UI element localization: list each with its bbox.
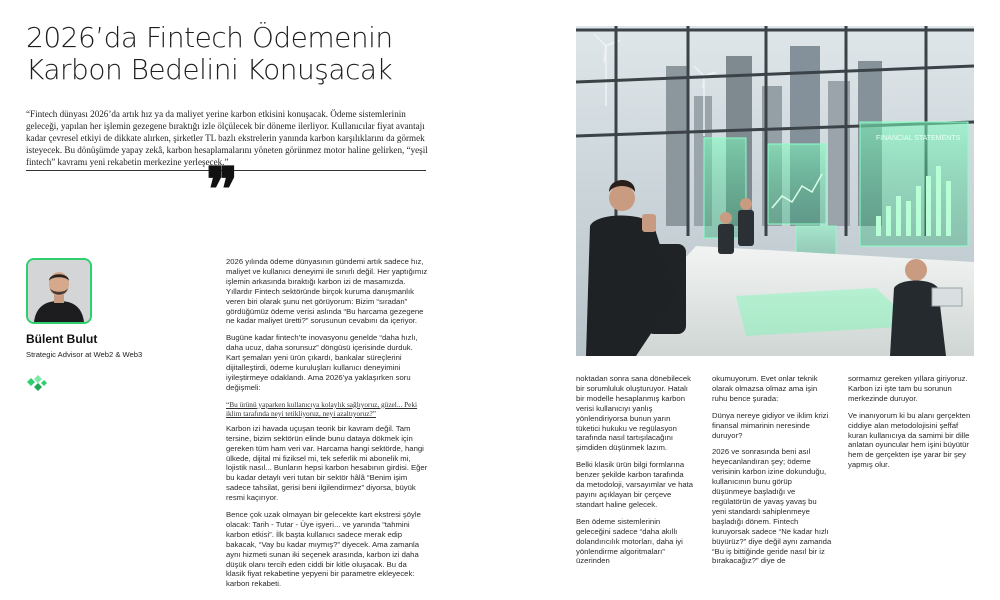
person-silhouette-icon <box>28 260 90 322</box>
author-avatar <box>26 258 92 324</box>
article-column-1 <box>226 257 428 596</box>
author-role: Strategic Advisor at Web2 & Web3 <box>26 350 143 359</box>
paragraph: Ben ödeme sistemlerinin geleceğini sadece “daha akıllı dolandırıcılık motorları, daha iyi yönlendirme algoritmaları” üzerinden <box>576 516 683 566</box>
paragraph: Ve inanıyorum ki bu alanı gerçekten ciddiye alan metodolojisini şeffaf kuran kullanıcıya da samimi bir dille anlatan oyuncular hem işini büyütür hem de gerçekten işe yarar bir şey yapmış olur. <box>848 410 971 470</box>
inline-quote: “Bu ürünü yaparken kullanıcıya kolaylık sağlıyoruz, güzel... Peki iklim tarafında neyi tetikliyoruz, neyi azaltıyoruz?” <box>226 399 418 418</box>
title-line-1: 2026’da Fintech Ödemenin <box>26 21 393 54</box>
article-column-2 <box>576 374 694 573</box>
author-name: Bülent Bulut <box>26 332 98 346</box>
paragraph: sormamız gereken yıllara giriyoruz. Karbon izi işte tam bu sorunun merkezinde duruyor. <box>848 374 968 403</box>
article-title <box>26 22 446 86</box>
article-column-4 <box>848 374 976 477</box>
paragraph: Karbon izi havada uçuşan teorik bir kavram değil. Tam tersine, bizim sektörün elinde bunu dataya dökmek için gereken tüm ham veri var. Harcama hangi sektörde, hangi ülkede, dijital mi fiziksel mi, tek seferlik mi abonelik mi, lojistik nasıl... Bunların hepsi karbon hesabının girdisi. Eğer bu kadar detaylı veri tutan bir sektör hâlâ “Benim işim sadece tahsilat, gerisi beni ilgilendirmez” diyorsa, büyük resmi kaçırıyor. <box>226 423 428 503</box>
paragraph: Bugüne kadar fintech’te inovasyonu genelde “daha hızlı, daha ucuz, daha sorunsuz” döngüsü içerisinde durduk. Kart şemaları yeni ürün çıkardı, bankalar süreçlerini dijitalleştirdi, ödeme kuruluşları kullanıcı deneyimini iyileştirmeye odaklandı. Ama 2026’ya yaklaşırken soru değişmeli: <box>226 333 418 392</box>
paragraph: okumuyorum. Evet onlar teknik olarak olmazsa olmaz ama işin ruhu bence şurada: <box>712 374 818 403</box>
paragraph: Dünya nereye gidiyor ve iklim krizi finansal mimarinin neresinde duruyor? <box>712 410 829 440</box>
hero-image <box>576 26 974 356</box>
hero-panel-label: FINANCIAL STATEMENTS <box>876 135 961 142</box>
title-line-2: Karbon Bedelini Konuşacak <box>26 53 393 86</box>
paragraph: Bence çok uzak olmayan bir gelecekte kart ekstresi şöyle olacak: Tarih - Tutar - Üye işyeri... ve yanında “tahmini karbon etkisi”. İlk başta kullanıcı sadece merak edip bakacak, “Vay bu kadar mıymış?” diyecek. Ama zamanla aynı hizmeti sunan iki seçenek arasında, karbon izi daha düşük olanı tercih eden ciddi bir kitle oluşacak. Bu da klasik fiyat rekabetine yepyeni bir parametre ekleyecek: karbon rekabeti. <box>226 510 421 589</box>
quote-icon: ❞ <box>206 155 239 225</box>
paragraph: Belki klasik ürün bilgi formlarına benzer şekilde karbon tarafında da metodoloji, varsayımlar ve hata payını açıklayan bir çerçeve standart haline gelecek. <box>576 460 694 509</box>
article-column-3 <box>712 374 832 573</box>
brand-logo-icon <box>26 374 48 394</box>
lead-paragraph: “Fintech dünyası 2026’da artık hız ya da maliyet yerine karbon etkisini konuşacak. Ödeme sistemlerinin geleceği, yapılan her işlemin gezegene bıraktığı izle ölçülecek bir döneme ilerliyor. Kullanıcılar fiyat avantajı kadar çevresel etkiyi de dikkate alırken, şirketler TL bazlı ekstrelerin yanında karbon karşılıklarını da görmek isteyecek. Bu dönüşümde yapay zekâ, karbon hesaplamalarını yöneten görünmez motor haline gelirken, “yeşil fintech” kavramı yeni rekabetin merkezine yerleşecek.” <box>26 109 428 168</box>
paragraph: 2026 yılında ödeme dünyasının gündemi artık sadece hız, maliyet ve kullanıcı deneyimi ile sınırlı değil. Her yaptığımız işlemin arkasında bıraktığı karbon izi de masamızda. Yıllardır Fintech sektöründe birçok kuruma danışmanlık veren biri olarak şunu net görüyorum: Bizim “sıradan” gördüğümüz ödeme verisi aslında “Bu harcama gezegene ne kadar maliyet üretti?” sorusunun cevabını da içeriyor. <box>226 257 428 326</box>
paragraph: 2026 ve sonrasında beni asıl heyecanlandıran şey; ödeme verisinin karbon izine dokunduğu, kullanıcının bunu görüp düşünmeye başladığı ve regülatörün de yavaş yavaş bu yeni standardı sahiplenmeye başladığı dönem. Fintech kuruyorsak sadece “Ne kadar hızlı büyürüz?” diye değil aynı zamanda “Bu iş bittiğinde geride nasıl bir iz bırakacağız?” diye de <box>712 447 832 566</box>
paragraph: noktadan sonra sana dönebilecek bir sorumluluk oluşturuyor. Hatalı bir modelle hesaplanmış karbon verisi kullanıcıyı yanlış yönlendiriyorsa bunun yarın tüketici hukuku ve regülasyon tarafında nasıl tartışılacağını şimdiden düşünmek lazım. <box>576 374 691 453</box>
